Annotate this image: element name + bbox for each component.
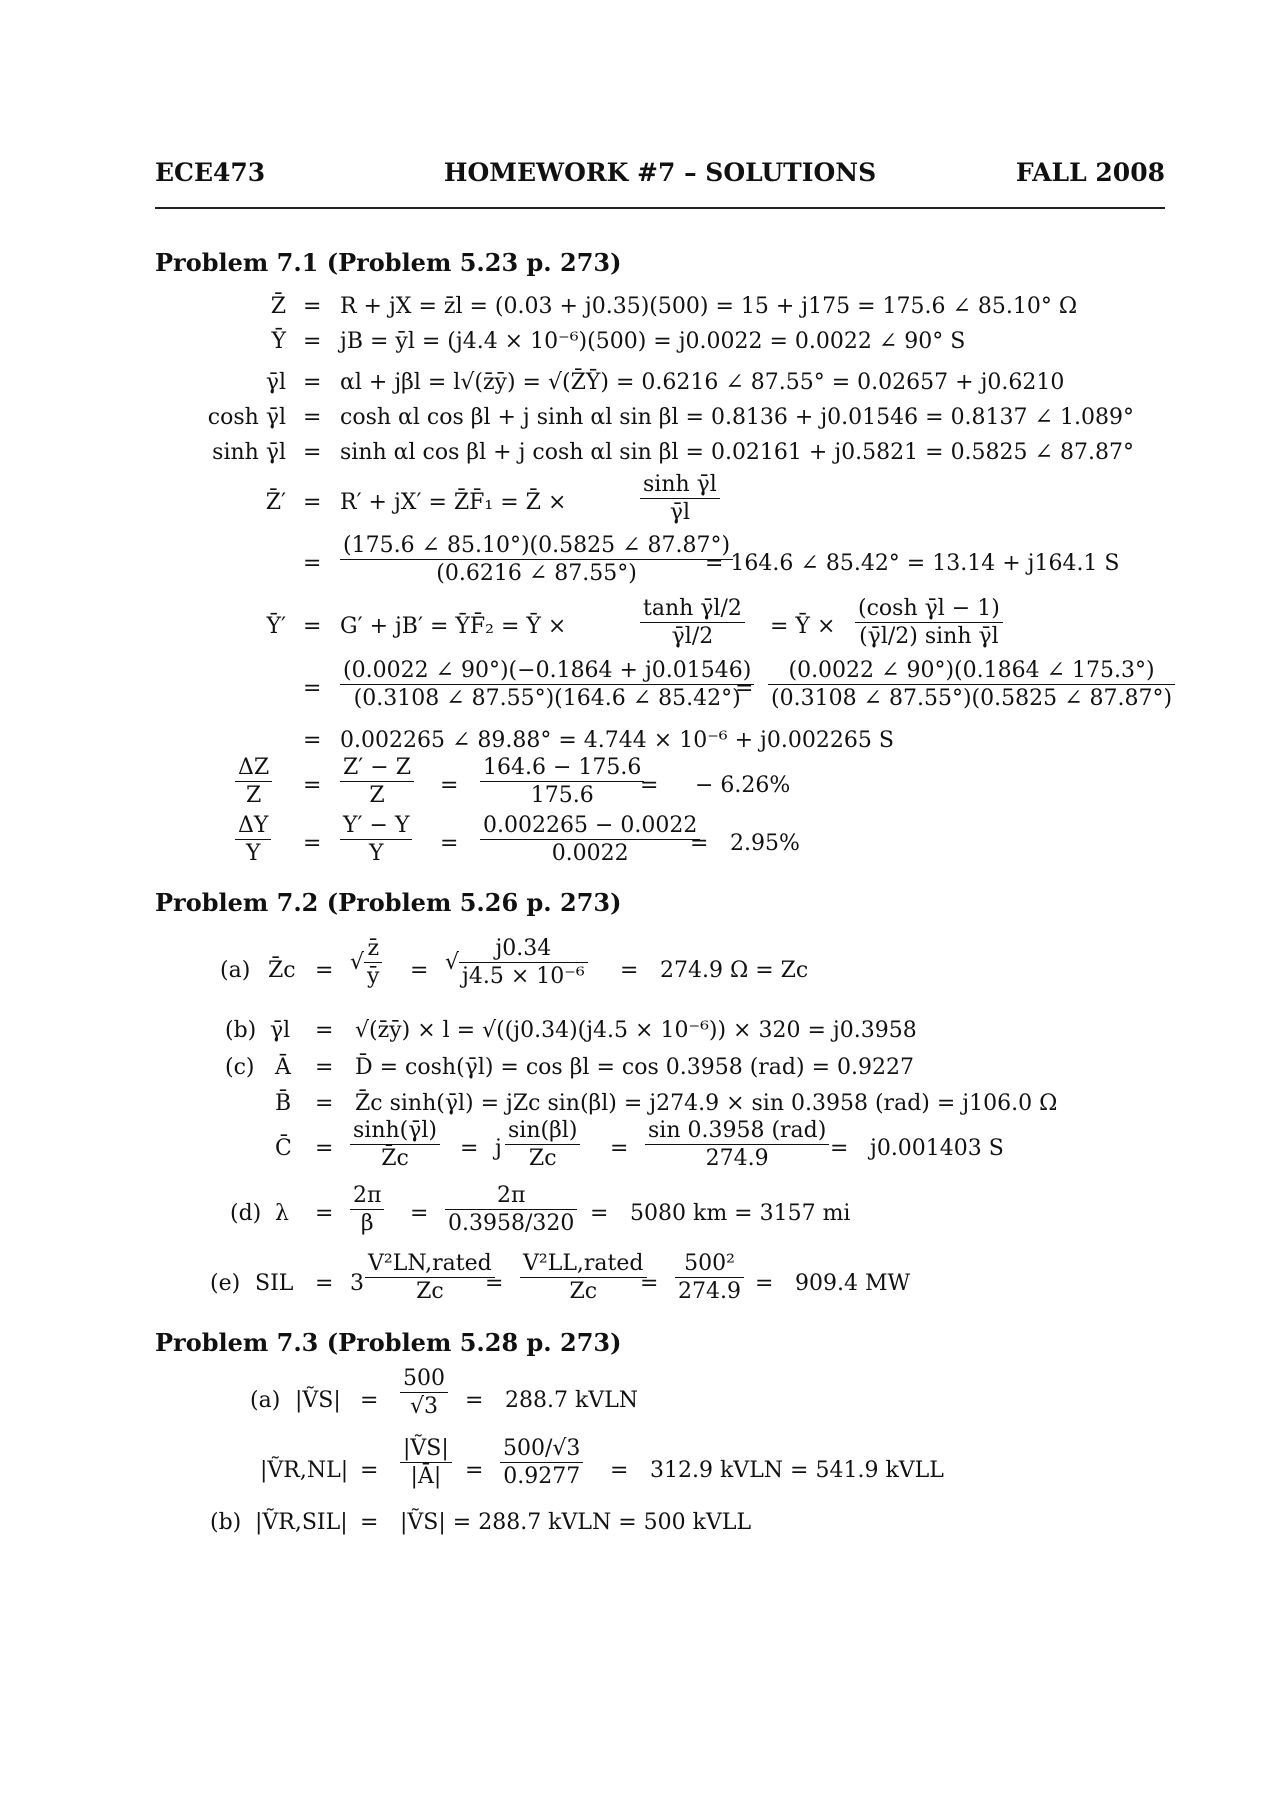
header-divider <box>155 207 1165 209</box>
problem-7-2-heading: Problem 7.2 (Problem 5.26 p. 273) <box>155 888 622 917</box>
eq-2c-c: C̄ = $\frac{\sinh(\gammāl)}{Z̄c}$ = j $\frac{\sin(\beta l)}{Zc}$ = $\frac{\text{sin 0.3958 (rad)}}{274.9}$ = j0.001403 S <box>275 1118 1004 1171</box>
eq-2d: (d) λ = $\frac{2\pi}{\beta}$ = $\frac{2\pi}{0.3958/320}$ = 5080 km = 3157 mi <box>230 1183 851 1236</box>
eq-2e: (e) SIL = 3 $\frac{\text{V²LN,rated}}{Zc}$ = $\frac{\text{V²LL,rated}}{Zc}$ = $\frac{\text{500²}}{274.9}$ = 909.4 MW <box>210 1251 911 1304</box>
eq-z-prime: Z̄′ = R′ + jX′ = Z̄F̄₁ = Z̄ × $\frac{\text{sinh γ̄l}}{\gammāl}$ <box>150 474 1150 534</box>
document-page: ECE473 HOMEWORK #7 – SOLUTIONS FALL 2008 Problem 7.1 (Problem 5.23 p. 273) Z̄ = R + jX = z̄l = (0.03 + j0.35)(500) = 15 + j175 = 175.6 ∠ 85.10° Ω Ȳ = jB = ȳl = (j4.4 × 10⁻⁶)(500) = j0.0022 = 0.0022 ∠ 90° S γ̄l = αl + jβl = l√(z̄ȳ) = √(Z̄Ȳ) = 0.6216 ∠ 87.55° = 0.02657 + j0.6210 cosh γ̄l = cosh αl cos βl + j sinh αl sin βl = 0.8136 + j0.01546 = 0.8137 ∠ 1.089° sinh γ̄l = sinh αl cos βl + j cosh αl sin βl = 0.02161 + j0.5821 = 0.5825 ∠ 87.87° Z̄′ = R′ + jX′ = Z̄F̄₁ = Z̄ × $\frac{\text{sinh γ̄l}}{\gammāl}$ = $\frac{(175.6 \angle 85.10^\circ)(0.5825 \angle 87.87^\circ)}{(0.6216 \angle 87.55^\circ)}$ = 164.6 ∠ 85.42° = 13.14 + j164.1 S Ȳ′ = G′ + jB′ = ȲF̄₂ = Ȳ × $\frac{\text{tanh γ̄l/2}}{\gammāl/2}$ = Ȳ × $\frac{\text{(cosh γ̄l − 1)}}{\text{(γ̄l/2) sinh γ̄l}}$ = $\frac{(0.0022 \angle 90^\circ)(-0.1864 + j0.01546)}{(0.3108 \angle 87.55^\circ)(164.6 \angle 85.42^\circ)}$ = $\frac{(0.0022 \angle 90^\circ)(0.1864 \angle 175.3^\circ)}{(0.3108 \angle 87.55^\circ)(0.5825 \angle 87.87^\circ)}$ = 0.002265 ∠ 89.88° = 4.744 × 10⁻⁶ + j0.002265 S $\frac{\Delta Z}{Z}$ = $\frac{Z' - Z}{Z}$ = $\frac{164.6 - 175.6}{175.6}$ = − 6.26% $\frac{\Delta Y}{Y}$ = $\frac{Y' - Y}{Y}$ = $\frac{0.002265 - 0.0022}{0.0022}$ = 2.95% Problem 7.2 (Problem 5.26 p. 273) (a) Z̄c = √ $\frac{z̄}{ȳ}$ = √ $\frac{j0.34}{\text{j4.5 × 10⁻⁶}}$ = 274.9 Ω = Zc (b) γ̄l = √(z̄ȳ) × l = √((j0.34)(j4.5 × 10⁻⁶)) × 320 = j0.3958 (c) Ā = D̄ = cosh(γ̄l) = cos βl = cos 0.3958 (rad) = 0.9227 B̄ = Z̄c sinh(γ̄l) = jZc sin(βl) = j274.9 × sin 0.3958 (rad) = j106.0 Ω C̄ = $\frac{\sinh(\gammāl)}{Z̄c}$ = j $\frac{\sin(\beta l)}{Zc}$ = $\frac{\text{sin 0.3958 (rad)}}{274.9}$ = j0.001403 S (d) λ = $\frac{2\pi}{\beta}$ = $\frac{2\pi}{0.3958/320}$ = 5080 km = 3157 mi (e) SIL = 3 $\frac{\text{V²LN,rated}}{Zc}$ = $\frac{\text{V²LL,rated}}{Zc}$ = $\frac{\text{500²}}{274.9}$ = 909.4 MW Problem 7.3 (Problem 5.28 p. 273) (a) |ṼS| = $\frac{500}{√3}$ = 288.7 kVLN |ṼR,NL| = $\frac{\text{|ṼS|}}{|Ā|}$ = $\frac{500/√3}{0.9277}$ = 312.9 kVLN = 541.9 kVLL (b) |ṼR,SIL| = |ṼS| = 288.7 kVLN = 500 kVLL <box>0 0 1280 1811</box>
eq-3a-2: |ṼR,NL| = $\frac{\text{|ṼS|}}{|Ā|}$ = $\frac{500/√3}{0.9277}$ = 312.9 kVLN = 541.9 kVLL <box>260 1436 944 1489</box>
problem-7-3-heading: Problem 7.3 (Problem 5.28 p. 273) <box>155 1328 622 1357</box>
term: FALL 2008 <box>1015 158 1165 187</box>
eq-2a: (a) Z̄c = √ $\frac{z̄}{ȳ}$ = √ $\frac{j0.34}{\text{j4.5 × 10⁻⁶}}$ = 274.9 Ω = Zc <box>220 936 809 989</box>
eq-3a: (a) |ṼS| = $\frac{500}{√3}$ = 288.7 kVLN <box>250 1366 639 1419</box>
eq-delta-y: $\frac{\Delta Y}{Y}$ = $\frac{Y' - Y}{Y}$ = $\frac{0.002265 - 0.0022}{0.0022}$ = 2.95% <box>150 815 1150 875</box>
eq-delta-z: $\frac{\Delta Z}{Z}$ = $\frac{Z' - Z}{Z}$ = $\frac{164.6 - 175.6}{175.6}$ = − 6.26% <box>150 757 1150 817</box>
problem-7-1-heading: Problem 7.1 (Problem 5.23 p. 273) <box>155 248 622 277</box>
document-title: HOMEWORK #7 – SOLUTIONS <box>443 158 877 187</box>
course-code: ECE473 <box>155 158 266 187</box>
eq-y-prime-value: = $\frac{(0.0022 \angle 90^\circ)(-0.1864 + j0.01546)}{(0.3108 \angle 87.55^\circ)(164.6 \angle 85.42^\circ)}$ = $\frac{(0.0022 \angle 90^\circ)(0.1864 \angle 175.3^\circ)}{(0.3108 \angle 87.55^\circ)(0.5825 \angle 87.87^\circ)}$ <box>150 660 1150 720</box>
eq-y-prime: Ȳ′ = G′ + jB′ = ȲF̄₂ = Ȳ × $\frac{\text{tanh γ̄l/2}}{\gammāl/2}$ = Ȳ × $\frac{\text{(cosh γ̄l − 1)}}{\text{(γ̄l/2) sinh γ̄l}}$ <box>150 598 1150 658</box>
eq-z-prime-value: = $\frac{(175.6 \angle 85.10^\circ)(0.5825 \angle 87.87^\circ)}{(0.6216 \angle 87.55^\circ)}$ = 164.6 ∠ 85.42° = 13.14 + j164.1 S <box>303 533 1120 586</box>
page-header <box>155 158 1165 192</box>
